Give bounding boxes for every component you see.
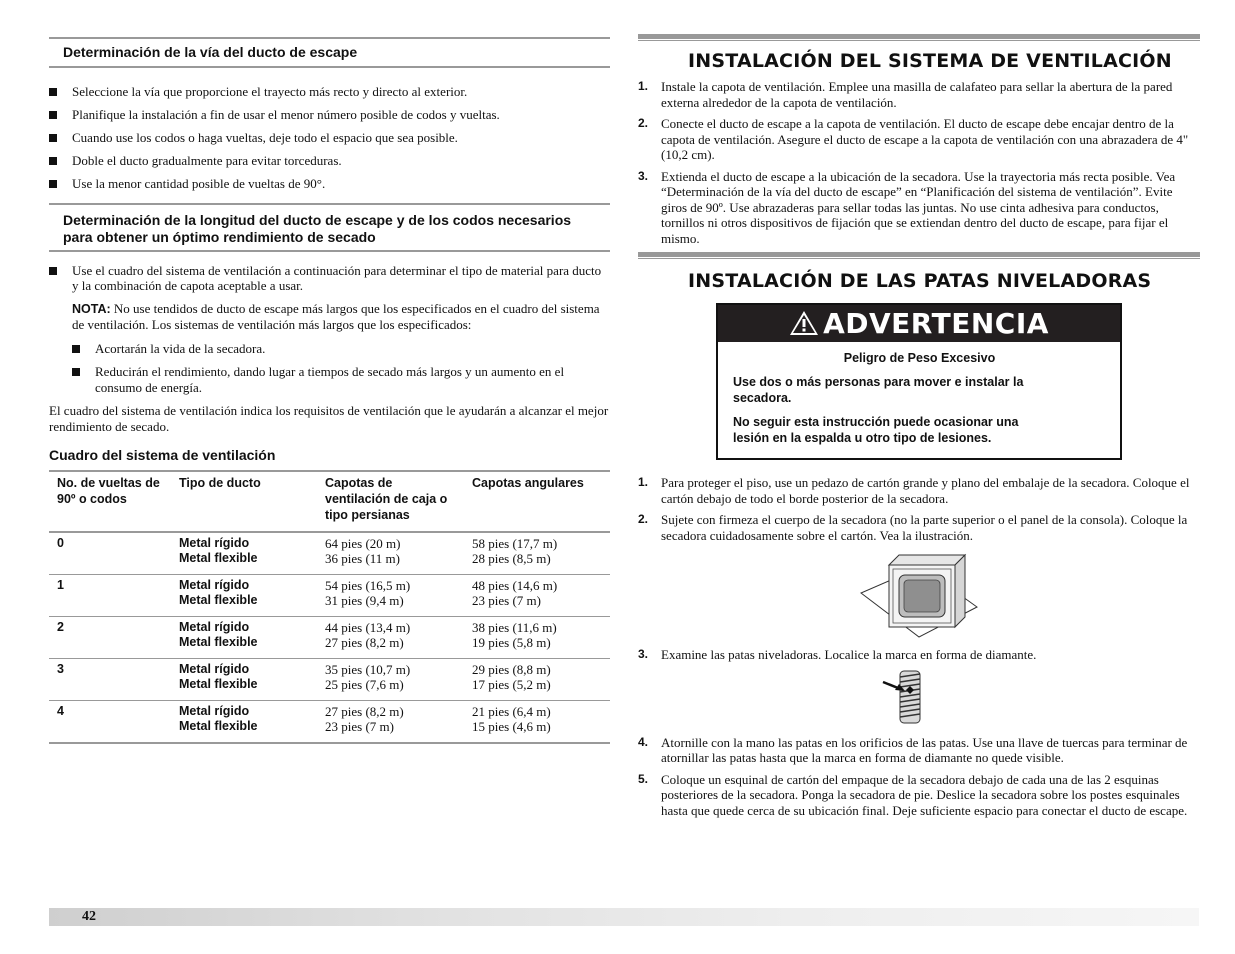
warning-triangle-icon bbox=[789, 310, 819, 336]
angled-flex-length: 19 pies (5,8 m) bbox=[472, 635, 551, 650]
step-text: Examine las patas niveladoras. Localice la marca en forma de diamante. bbox=[661, 647, 1037, 662]
duct-rigid: Metal rígido bbox=[179, 619, 250, 634]
vent-system-table bbox=[49, 470, 610, 744]
box-hood-cell bbox=[317, 616, 464, 658]
note-text: No use tendidos de ducto de escape más largos que los especificados en el cuadro del sistema de ventilación. Los sistemas de ventilación más largos que los especificados: bbox=[72, 300, 600, 332]
table-row bbox=[49, 574, 610, 616]
dryer-illustration bbox=[638, 549, 1200, 641]
angled-flex-length: 17 pies (5,2 m) bbox=[472, 677, 551, 692]
box-rigid-length: 27 pies (8,2 m) bbox=[325, 703, 404, 719]
turns-cell: 0 bbox=[49, 532, 171, 575]
turns-cell: 2 bbox=[49, 616, 171, 658]
box-flex-length: 25 pies (7,6 m) bbox=[325, 677, 404, 692]
warning-instruction: Use dos o más personas para mover e instalar la secadora. bbox=[733, 375, 1024, 405]
exhaust-length-bullets bbox=[49, 263, 610, 396]
angled-rigid-length: 38 pies (11,6 m) bbox=[472, 619, 557, 635]
list-item bbox=[638, 475, 1200, 506]
warning-subtitle: Peligro de Peso Excesivo bbox=[843, 351, 996, 365]
box-flex-length: 23 pies (7 m) bbox=[325, 719, 394, 734]
duct-flexible: Metal flexible bbox=[179, 719, 258, 733]
box-flex-length: 31 pies (9,4 m) bbox=[325, 593, 404, 608]
angled-flex-length: 15 pies (4,6 m) bbox=[472, 719, 551, 734]
list-item bbox=[638, 735, 1200, 766]
list-item bbox=[49, 263, 610, 396]
warning-consequence: No seguir esta instrucción puede ocasionar una lesión en la espalda u otro tipo de lesiones. bbox=[733, 415, 1019, 445]
table-header-row bbox=[49, 471, 610, 532]
vent-install-heading-block bbox=[638, 34, 1200, 73]
step-number: 3. bbox=[638, 647, 649, 661]
vent-install-steps bbox=[638, 79, 1200, 246]
box-hood-cell bbox=[317, 532, 464, 575]
col-header-angled-hoods: Capotas angulares bbox=[464, 471, 610, 532]
table-row bbox=[49, 700, 610, 743]
angled-hood-cell bbox=[464, 532, 610, 575]
angled-rigid-length: 48 pies (14,6 m) bbox=[472, 577, 558, 593]
box-flex-length: 36 pies (11 m) bbox=[325, 551, 400, 566]
turns-cell: 4 bbox=[57, 703, 64, 718]
list-item: Cuando use los codos o haga vueltas, deje todo el espacio que sea posible. bbox=[49, 130, 610, 146]
step-text: Atornille con la mano las patas en los orificios de las patas. Use una llave de tuercas para terminar de atornillar las patas hasta que la marca en forma de diamante no quede visible. bbox=[661, 734, 1188, 765]
step-number: 2. bbox=[638, 512, 649, 526]
exhaust-path-bullets bbox=[49, 84, 610, 192]
exhaust-length-heading: Determinación de la longitud del ducto de escape y de los codos necesarios para obtener un óptimo rendimiento de secado bbox=[49, 203, 610, 252]
angled-flex-length: 28 pies (8,5 m) bbox=[472, 551, 551, 566]
angled-rigid-length: 58 pies (17,7 m) bbox=[472, 535, 558, 551]
list-item: Seleccione la vía que proporcione el trayecto más recto y directo al exterior. bbox=[49, 84, 610, 100]
angled-flex-length: 23 pies (7 m) bbox=[472, 593, 541, 608]
step-number: 1. bbox=[638, 475, 649, 489]
duct-type-cell bbox=[171, 532, 317, 575]
left-column bbox=[49, 0, 610, 744]
legs-install-heading: INSTALACIÓN DE LAS PATAS NIVELADORAS bbox=[688, 270, 1152, 292]
step-text: Sujete con firmeza el cuerpo de la secadora (no la parte superior o el panel de la consola). Coloque la secadora cuidadosamente sobre el cartón. Vea la ilustración. bbox=[661, 512, 1188, 543]
angled-hood-cell bbox=[464, 700, 610, 743]
warning-body bbox=[718, 342, 1120, 458]
list-item: Acortarán la vida de la secadora. bbox=[72, 341, 610, 357]
duct-type-cell bbox=[171, 616, 317, 658]
page-footer-bar bbox=[49, 908, 1199, 926]
angled-hood-cell bbox=[464, 616, 610, 658]
list-item: Use la menor cantidad posible de vueltas de 90°. bbox=[49, 176, 610, 192]
exhaust-path-heading: Determinación de la vía del ducto de escape bbox=[49, 37, 610, 68]
angled-hood-cell bbox=[464, 574, 610, 616]
step-text: Para proteger el piso, use un pedazo de cartón grande y plano del embalaje de la secadora. Coloque el cartón debajo de todo el borde posterior de la secadora. bbox=[661, 475, 1190, 506]
duct-type-cell bbox=[171, 700, 317, 743]
step-text: Extienda el ducto de escape a la ubicación de la secadora. Use la trayectoria más recta posible. Vea “Determinación de la vía del ducto de escape” en “Planificación del sistema de ventilación”. Evite giros de 90º. Use abrazaderas para sellar todas las juntas. No use cinta adhesiva para conductos, tornillos ni otros dispositivos de fijación que se extiendan dentro del ducto de escape, para fijar el mismo. bbox=[661, 168, 1176, 246]
vent-chart-paragraph: El cuadro del sistema de ventilación indica los requisitos de ventilación que le ayudarán a alcanzar el mejor rendimiento de secado. bbox=[49, 403, 609, 434]
step-text: Coloque un esquinal de cartón del empaque de la secadora debajo de cada una de las 2 esquinas posteriores de la secadora. Ponga la secadora de pie. Deslice la secadora sobre los postes esquinales hasta que quede cerca de su ubicación final. Deje suficiente espacio para conectar el ducto de escape. bbox=[661, 771, 1188, 818]
list-item: Reducirán el rendimiento, dando lugar a tiempos de secado más largos y un aumento en el consumo de energía. bbox=[72, 364, 610, 395]
duct-rigid: Metal rígido bbox=[179, 577, 250, 592]
step-number: 2. bbox=[638, 116, 649, 130]
leveling-leg-image bbox=[879, 669, 929, 727]
turns-cell: 1 bbox=[49, 574, 171, 616]
angled-hood-cell bbox=[464, 658, 610, 700]
legs-install-steps-b bbox=[638, 735, 1200, 819]
duct-rigid: Metal rígido bbox=[179, 535, 250, 550]
turns-cell: 3 bbox=[49, 658, 171, 700]
box-hood-cell bbox=[317, 700, 464, 743]
box-rigid-length: 44 pies (13,4 m) bbox=[325, 619, 411, 635]
warning-header bbox=[718, 305, 1120, 342]
duct-flexible: Metal flexible bbox=[179, 551, 258, 565]
duct-type-cell bbox=[171, 574, 317, 616]
list-item bbox=[638, 647, 1200, 663]
angled-rigid-length: 21 pies (6,4 m) bbox=[472, 703, 551, 719]
box-hood-cell bbox=[317, 574, 464, 616]
col-header-duct-type: Tipo de ducto bbox=[171, 471, 317, 532]
vent-install-heading: INSTALACIÓN DEL SISTEMA DE VENTILACIÓN bbox=[688, 50, 1172, 72]
col-header-box-hoods: Capotas de ventilación de caja o tipo persianas bbox=[317, 471, 464, 532]
duct-flexible: Metal flexible bbox=[179, 593, 258, 607]
legs-install-heading-block bbox=[638, 252, 1200, 293]
page-number: 42 bbox=[82, 909, 96, 924]
step-number: 3. bbox=[638, 168, 649, 183]
box-hood-cell bbox=[317, 658, 464, 700]
legs-install-step-3 bbox=[638, 647, 1200, 663]
box-flex-length: 27 pies (8,2 m) bbox=[325, 635, 404, 650]
legs-install-steps-a bbox=[638, 475, 1200, 543]
step-number: 1. bbox=[638, 79, 649, 93]
vent-table-title: Cuadro del sistema de ventilación bbox=[49, 447, 276, 463]
table-row bbox=[49, 658, 610, 700]
duct-flexible: Metal flexible bbox=[179, 635, 258, 649]
list-item bbox=[638, 169, 1200, 247]
step-number: 4. bbox=[638, 734, 649, 749]
right-column bbox=[638, 0, 1200, 824]
duct-rigid: Metal rígido bbox=[179, 661, 250, 676]
list-item bbox=[638, 116, 1200, 163]
warning-box bbox=[716, 303, 1122, 460]
list-item bbox=[638, 512, 1200, 543]
dryer-on-cardboard-image bbox=[859, 549, 979, 641]
step-text: Conecte el ducto de escape a la capota de ventilación. El ducto de escape debe encajar dentro de la capota de ventilación. Asegure el ducto de escape a la capota de ventilación con una abrazadera de 4" (10,2 cm). bbox=[661, 116, 1189, 162]
box-rigid-length: 54 pies (16,5 m) bbox=[325, 577, 411, 593]
step-number: 5. bbox=[638, 771, 649, 786]
list-item bbox=[638, 772, 1200, 819]
duct-flexible: Metal flexible bbox=[179, 677, 258, 691]
col-header-turns: No. de vueltas de 90º o codos bbox=[49, 471, 171, 532]
list-item: Doble el ducto gradualmente para evitar torceduras. bbox=[49, 153, 610, 169]
vent-chart-instruction: Use el cuadro del sistema de ventilación a continuación para determinar el tipo de material para ducto y la combinación de capota aceptable a usar. bbox=[72, 262, 602, 293]
list-item: Planifique la instalación a fin de usar el menor número posible de codos y vueltas. bbox=[49, 107, 610, 123]
consequence-bullets bbox=[72, 341, 610, 396]
table-row bbox=[49, 532, 610, 575]
list-item bbox=[638, 79, 1200, 110]
table-row bbox=[49, 616, 610, 658]
step-text: Instale la capota de ventilación. Emplee una masilla de calafateo para sellar la abertura de la pared externa alrededor de la capota de ventilación. bbox=[661, 79, 1173, 110]
leveling-leg-illustration bbox=[608, 669, 1200, 727]
note-label: NOTA: bbox=[72, 301, 111, 316]
note-paragraph bbox=[72, 301, 610, 333]
warning-title: ADVERTENCIA bbox=[823, 307, 1049, 340]
duct-type-cell bbox=[171, 658, 317, 700]
duct-rigid: Metal rígido bbox=[179, 703, 250, 718]
angled-rigid-length: 29 pies (8,8 m) bbox=[472, 661, 551, 677]
box-rigid-length: 35 pies (10,7 m) bbox=[325, 661, 411, 677]
box-rigid-length: 64 pies (20 m) bbox=[325, 535, 401, 551]
